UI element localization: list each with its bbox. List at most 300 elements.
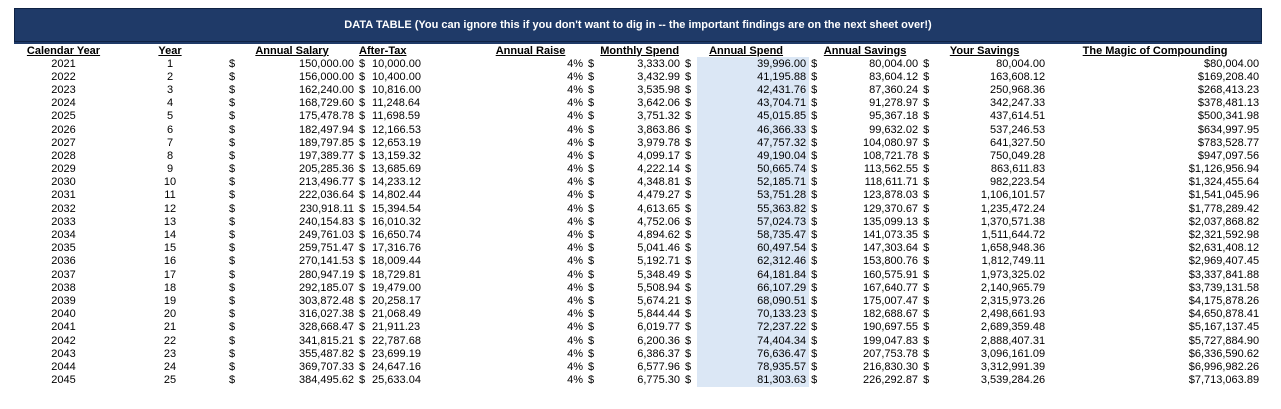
your-savings-currency[interactable]: $ bbox=[923, 70, 930, 83]
annual-raise-cell[interactable]: 4% bbox=[567, 281, 584, 294]
annual-salary-cell[interactable]: 168,729.60 bbox=[298, 97, 355, 110]
year-cell[interactable]: 6 bbox=[166, 123, 174, 136]
compounding-cell[interactable]: $7,713,063.89 bbox=[1188, 374, 1260, 387]
your-savings-cell[interactable]: 437,614.51 bbox=[990, 110, 1046, 123]
compounding-cell[interactable]: $783,528.77 bbox=[1197, 136, 1260, 149]
annual-spend-currency[interactable]: $ bbox=[685, 229, 692, 242]
annual-savings-currency[interactable]: $ bbox=[811, 268, 818, 281]
annual-savings-cell[interactable]: 167,640.77 bbox=[863, 281, 919, 294]
your-savings-currency[interactable]: $ bbox=[923, 149, 930, 162]
compounding-cell[interactable]: $5,167,137.45 bbox=[1188, 321, 1260, 334]
after-tax-cell[interactable]: 24,647.16 bbox=[372, 360, 421, 373]
annual-raise-cell[interactable]: 4% bbox=[567, 57, 584, 70]
your-savings-currency[interactable]: $ bbox=[923, 123, 930, 136]
annual-spend-cell[interactable]: 46,366.33 bbox=[697, 123, 809, 136]
header-annual-salary[interactable]: Annual Salary bbox=[227, 43, 357, 57]
after-tax-currency[interactable]: $ bbox=[359, 308, 366, 321]
your-savings-cell[interactable]: 250,968.36 bbox=[990, 83, 1046, 96]
annual-salary-cell[interactable]: 162,240.00 bbox=[298, 83, 355, 96]
calendar-year-cell[interactable]: 2025 bbox=[51, 110, 76, 123]
salary-currency[interactable]: $ bbox=[229, 347, 236, 360]
annual-savings-cell[interactable]: 190,697.55 bbox=[863, 321, 919, 334]
after-tax-cell[interactable]: 14,233.12 bbox=[372, 176, 421, 189]
annual-spend-cell[interactable]: 58,735.47 bbox=[697, 228, 809, 241]
year-cell[interactable]: 21 bbox=[163, 321, 177, 334]
your-savings-cell[interactable]: 863,611.83 bbox=[990, 163, 1046, 176]
annual-savings-cell[interactable]: 123,878.03 bbox=[863, 189, 919, 202]
annual-salary-cell[interactable]: 150,000.00 bbox=[298, 57, 355, 70]
annual-spend-cell[interactable]: 52,185.71 bbox=[697, 176, 809, 189]
annual-savings-currency[interactable]: $ bbox=[811, 189, 818, 202]
monthly-currency[interactable]: $ bbox=[588, 149, 595, 162]
calendar-year-cell[interactable]: 2039 bbox=[51, 294, 76, 307]
compounding-cell[interactable]: $268,413.23 bbox=[1197, 83, 1260, 96]
after-tax-cell[interactable]: 23,699.19 bbox=[372, 347, 421, 360]
after-tax-cell[interactable]: 13,159.32 bbox=[372, 149, 421, 162]
annual-savings-cell[interactable]: 207,753.78 bbox=[863, 347, 919, 360]
your-savings-cell[interactable]: 2,140,965.79 bbox=[980, 281, 1046, 294]
annual-savings-currency[interactable]: $ bbox=[811, 176, 818, 189]
annual-savings-currency[interactable]: $ bbox=[811, 57, 818, 70]
compounding-cell[interactable]: $6,336,590.62 bbox=[1188, 347, 1260, 360]
compounding-cell[interactable]: $2,321,592.98 bbox=[1188, 229, 1260, 242]
monthly-currency[interactable]: $ bbox=[588, 242, 595, 255]
your-savings-cell[interactable]: 3,539,284.26 bbox=[980, 374, 1046, 387]
monthly-spend-cell[interactable]: 3,333.00 bbox=[637, 57, 681, 70]
compounding-cell[interactable]: $3,337,841.88 bbox=[1188, 268, 1260, 281]
calendar-year-cell[interactable]: 2030 bbox=[51, 176, 76, 189]
annual-spend-cell[interactable]: 78,935.57 bbox=[697, 360, 809, 373]
annual-spend-cell[interactable]: 57,024.73 bbox=[697, 215, 809, 228]
annual-salary-cell[interactable]: 156,000.00 bbox=[298, 70, 355, 83]
after-tax-currency[interactable]: $ bbox=[359, 149, 366, 162]
annual-spend-currency[interactable]: $ bbox=[685, 268, 692, 281]
annual-spend-currency[interactable]: $ bbox=[685, 57, 692, 70]
annual-raise-cell[interactable]: 4% bbox=[567, 215, 584, 228]
your-savings-cell[interactable]: 163,608.12 bbox=[990, 70, 1046, 83]
salary-currency[interactable]: $ bbox=[229, 294, 236, 307]
annual-salary-cell[interactable]: 280,947.19 bbox=[298, 268, 355, 281]
monthly-currency[interactable]: $ bbox=[588, 97, 595, 110]
annual-salary-cell[interactable]: 240,154.83 bbox=[298, 215, 355, 228]
annual-salary-cell[interactable]: 303,872.48 bbox=[298, 294, 355, 307]
annual-spend-cell[interactable]: 47,757.32 bbox=[697, 136, 809, 149]
after-tax-currency[interactable]: $ bbox=[359, 281, 366, 294]
monthly-spend-cell[interactable]: 5,192.71 bbox=[637, 255, 681, 268]
annual-spend-cell[interactable]: 72,237.22 bbox=[697, 321, 809, 334]
salary-currency[interactable]: $ bbox=[229, 123, 236, 136]
after-tax-cell[interactable]: 17,316.76 bbox=[372, 242, 421, 255]
header-magic-of-compounding[interactable]: The Magic of Compounding bbox=[1048, 43, 1262, 57]
annual-salary-cell[interactable]: 316,027.38 bbox=[298, 308, 355, 321]
compounding-cell[interactable]: $500,341.98 bbox=[1197, 110, 1260, 123]
after-tax-currency[interactable]: $ bbox=[359, 215, 366, 228]
monthly-currency[interactable]: $ bbox=[588, 123, 595, 136]
monthly-spend-cell[interactable]: 3,642.06 bbox=[637, 97, 681, 110]
monthly-spend-cell[interactable]: 3,863.86 bbox=[637, 123, 681, 136]
calendar-year-cell[interactable]: 2028 bbox=[51, 149, 76, 162]
after-tax-currency[interactable]: $ bbox=[359, 97, 366, 110]
salary-currency[interactable]: $ bbox=[229, 189, 236, 202]
monthly-spend-cell[interactable]: 6,577.96 bbox=[637, 360, 681, 373]
your-savings-currency[interactable]: $ bbox=[923, 57, 930, 70]
year-cell[interactable]: 18 bbox=[163, 281, 177, 294]
your-savings-cell[interactable]: 1,370,571.38 bbox=[980, 215, 1046, 228]
your-savings-cell[interactable]: 2,689,359.48 bbox=[980, 321, 1046, 334]
annual-savings-cell[interactable]: 108,721.78 bbox=[863, 149, 919, 162]
after-tax-cell[interactable]: 12,166.53 bbox=[372, 123, 421, 136]
your-savings-currency[interactable]: $ bbox=[923, 136, 930, 149]
monthly-currency[interactable]: $ bbox=[588, 268, 595, 281]
annual-spend-cell[interactable]: 74,404.34 bbox=[697, 334, 809, 347]
after-tax-currency[interactable]: $ bbox=[359, 294, 366, 307]
annual-spend-currency[interactable]: $ bbox=[685, 70, 692, 83]
annual-savings-cell[interactable]: 199,047.83 bbox=[863, 334, 919, 347]
year-cell[interactable]: 15 bbox=[163, 242, 177, 255]
annual-raise-cell[interactable]: 4% bbox=[567, 149, 584, 162]
header-annual-spend[interactable]: Annual Spend bbox=[683, 43, 809, 57]
year-cell[interactable]: 24 bbox=[163, 360, 177, 373]
your-savings-cell[interactable]: 342,247.33 bbox=[990, 97, 1046, 110]
calendar-year-cell[interactable]: 2042 bbox=[51, 334, 76, 347]
annual-savings-cell[interactable]: 160,575.91 bbox=[863, 268, 919, 281]
monthly-currency[interactable]: $ bbox=[588, 360, 595, 373]
salary-currency[interactable]: $ bbox=[229, 97, 236, 110]
annual-savings-currency[interactable]: $ bbox=[811, 136, 818, 149]
annual-spend-cell[interactable]: 66,107.29 bbox=[697, 281, 809, 294]
after-tax-currency[interactable]: $ bbox=[359, 202, 366, 215]
annual-savings-currency[interactable]: $ bbox=[811, 123, 818, 136]
annual-spend-currency[interactable]: $ bbox=[685, 97, 692, 110]
salary-currency[interactable]: $ bbox=[229, 149, 236, 162]
annual-raise-cell[interactable]: 4% bbox=[567, 374, 584, 387]
annual-spend-currency[interactable]: $ bbox=[685, 136, 692, 149]
your-savings-currency[interactable]: $ bbox=[923, 83, 930, 96]
annual-savings-currency[interactable]: $ bbox=[811, 308, 818, 321]
compounding-cell[interactable]: $4,175,878.26 bbox=[1188, 294, 1260, 307]
year-cell[interactable]: 10 bbox=[163, 176, 177, 189]
annual-spend-cell[interactable]: 50,665.74 bbox=[697, 163, 809, 176]
calendar-year-cell[interactable]: 2031 bbox=[51, 189, 76, 202]
monthly-currency[interactable]: $ bbox=[588, 110, 595, 123]
after-tax-cell[interactable]: 20,258.17 bbox=[372, 294, 421, 307]
annual-spend-currency[interactable]: $ bbox=[685, 149, 692, 162]
annual-savings-currency[interactable]: $ bbox=[811, 281, 818, 294]
calendar-year-cell[interactable]: 2022 bbox=[51, 70, 76, 83]
your-savings-currency[interactable]: $ bbox=[923, 97, 930, 110]
annual-raise-cell[interactable]: 4% bbox=[567, 189, 584, 202]
annual-raise-cell[interactable]: 4% bbox=[567, 347, 584, 360]
your-savings-cell[interactable]: 3,096,161.09 bbox=[980, 347, 1046, 360]
monthly-spend-cell[interactable]: 6,019.77 bbox=[637, 321, 681, 334]
annual-raise-cell[interactable]: 4% bbox=[567, 97, 584, 110]
annual-spend-cell[interactable]: 76,636.47 bbox=[697, 347, 809, 360]
after-tax-cell[interactable]: 10,816.00 bbox=[372, 83, 421, 96]
header-annual-raise[interactable]: Annual Raise bbox=[475, 43, 586, 57]
year-cell[interactable]: 3 bbox=[166, 83, 174, 96]
annual-salary-cell[interactable]: 222,036.64 bbox=[298, 189, 355, 202]
annual-salary-cell[interactable]: 175,478.78 bbox=[298, 110, 355, 123]
calendar-year-cell[interactable]: 2032 bbox=[51, 202, 76, 215]
annual-savings-cell[interactable]: 216,830.30 bbox=[863, 360, 919, 373]
annual-savings-cell[interactable]: 226,292.87 bbox=[863, 374, 919, 387]
annual-raise-cell[interactable]: 4% bbox=[567, 229, 584, 242]
annual-salary-cell[interactable]: 384,495.62 bbox=[298, 374, 355, 387]
annual-savings-currency[interactable]: $ bbox=[811, 294, 818, 307]
your-savings-currency[interactable]: $ bbox=[923, 202, 930, 215]
after-tax-cell[interactable]: 10,400.00 bbox=[372, 70, 421, 83]
salary-currency[interactable]: $ bbox=[229, 70, 236, 83]
annual-spend-cell[interactable]: 42,431.76 bbox=[697, 83, 809, 96]
annual-savings-cell[interactable]: 95,367.18 bbox=[869, 110, 919, 123]
annual-salary-cell[interactable]: 197,389.77 bbox=[298, 149, 355, 162]
salary-currency[interactable]: $ bbox=[229, 242, 236, 255]
annual-raise-cell[interactable]: 4% bbox=[567, 163, 584, 176]
compounding-cell[interactable]: $947,097.56 bbox=[1197, 149, 1260, 162]
your-savings-cell[interactable]: 2,888,407.31 bbox=[980, 334, 1046, 347]
calendar-year-cell[interactable]: 2045 bbox=[51, 374, 76, 387]
year-cell[interactable]: 5 bbox=[166, 110, 174, 123]
your-savings-currency[interactable]: $ bbox=[923, 189, 930, 202]
annual-spend-cell[interactable]: 70,133.23 bbox=[697, 308, 809, 321]
annual-spend-currency[interactable]: $ bbox=[685, 83, 692, 96]
compounding-cell[interactable]: $80,004.00 bbox=[1204, 57, 1260, 70]
monthly-currency[interactable]: $ bbox=[588, 281, 595, 294]
annual-savings-cell[interactable]: 141,073.35 bbox=[863, 229, 919, 242]
your-savings-currency[interactable]: $ bbox=[923, 321, 930, 334]
annual-spend-currency[interactable]: $ bbox=[685, 308, 692, 321]
calendar-year-cell[interactable]: 2044 bbox=[51, 360, 76, 373]
annual-savings-currency[interactable]: $ bbox=[811, 202, 818, 215]
annual-raise-cell[interactable]: 4% bbox=[567, 255, 584, 268]
your-savings-cell[interactable]: 1,658,948.36 bbox=[980, 242, 1046, 255]
your-savings-cell[interactable]: 1,973,325.02 bbox=[980, 268, 1046, 281]
your-savings-currency[interactable]: $ bbox=[923, 163, 930, 176]
annual-salary-cell[interactable]: 189,797.85 bbox=[298, 136, 355, 149]
calendar-year-cell[interactable]: 2024 bbox=[51, 97, 76, 110]
annual-spend-cell[interactable]: 55,363.82 bbox=[697, 202, 809, 215]
annual-spend-currency[interactable]: $ bbox=[685, 321, 692, 334]
calendar-year-cell[interactable]: 2027 bbox=[51, 136, 76, 149]
salary-currency[interactable]: $ bbox=[229, 176, 236, 189]
after-tax-currency[interactable]: $ bbox=[359, 374, 366, 387]
monthly-spend-cell[interactable]: 6,200.36 bbox=[637, 334, 681, 347]
year-cell[interactable]: 2 bbox=[166, 70, 174, 83]
after-tax-cell[interactable]: 11,698.59 bbox=[372, 110, 421, 123]
after-tax-currency[interactable]: $ bbox=[359, 242, 366, 255]
annual-salary-cell[interactable]: 259,751.47 bbox=[298, 242, 355, 255]
after-tax-cell[interactable]: 12,653.19 bbox=[372, 136, 421, 149]
compounding-cell[interactable]: $1,126,956.94 bbox=[1188, 163, 1260, 176]
monthly-spend-cell[interactable]: 3,535.98 bbox=[637, 83, 681, 96]
after-tax-cell[interactable]: 10,000.00 bbox=[372, 57, 421, 70]
annual-salary-cell[interactable]: 369,707.33 bbox=[298, 360, 355, 373]
your-savings-currency[interactable]: $ bbox=[923, 360, 930, 373]
annual-salary-cell[interactable]: 355,487.82 bbox=[298, 347, 355, 360]
annual-spend-cell[interactable]: 60,497.54 bbox=[697, 242, 809, 255]
your-savings-currency[interactable]: $ bbox=[923, 268, 930, 281]
annual-spend-cell[interactable]: 64,181.84 bbox=[697, 268, 809, 281]
year-cell[interactable]: 9 bbox=[166, 163, 174, 176]
salary-currency[interactable]: $ bbox=[229, 136, 236, 149]
after-tax-cell[interactable]: 21,911.23 bbox=[372, 321, 421, 334]
compounding-cell[interactable]: $169,208.40 bbox=[1197, 70, 1260, 83]
year-cell[interactable]: 11 bbox=[164, 189, 176, 202]
annual-spend-cell[interactable]: 45,015.85 bbox=[697, 110, 809, 123]
monthly-spend-cell[interactable]: 6,386.37 bbox=[637, 347, 681, 360]
salary-currency[interactable]: $ bbox=[229, 321, 236, 334]
annual-savings-currency[interactable]: $ bbox=[811, 255, 818, 268]
monthly-spend-cell[interactable]: 4,752.06 bbox=[637, 215, 681, 228]
calendar-year-cell[interactable]: 2041 bbox=[51, 321, 76, 334]
after-tax-currency[interactable]: $ bbox=[359, 176, 366, 189]
annual-savings-cell[interactable]: 182,688.67 bbox=[863, 308, 919, 321]
annual-savings-cell[interactable]: 135,099.13 bbox=[863, 215, 919, 228]
compounding-cell[interactable]: $1,324,455.64 bbox=[1188, 176, 1260, 189]
annual-savings-cell[interactable]: 147,303.64 bbox=[863, 242, 919, 255]
annual-savings-currency[interactable]: $ bbox=[811, 242, 818, 255]
annual-savings-currency[interactable]: $ bbox=[811, 215, 818, 228]
your-savings-cell[interactable]: 1,511,644.72 bbox=[981, 229, 1046, 242]
annual-savings-cell[interactable]: 175,007.47 bbox=[863, 294, 919, 307]
header-year[interactable]: Year bbox=[113, 43, 227, 57]
annual-raise-cell[interactable]: 4% bbox=[567, 334, 584, 347]
monthly-spend-cell[interactable]: 4,479.27 bbox=[637, 189, 681, 202]
annual-savings-cell[interactable]: 104,080.97 bbox=[863, 136, 919, 149]
after-tax-cell[interactable]: 19,479.00 bbox=[372, 281, 421, 294]
annual-savings-currency[interactable]: $ bbox=[811, 149, 818, 162]
monthly-currency[interactable]: $ bbox=[588, 334, 595, 347]
compounding-cell[interactable]: $2,969,407.45 bbox=[1188, 255, 1260, 268]
annual-salary-cell[interactable]: 182,497.94 bbox=[298, 123, 355, 136]
your-savings-cell[interactable]: 641,327.50 bbox=[990, 136, 1046, 149]
annual-spend-cell[interactable]: 39,996.00 bbox=[697, 57, 809, 70]
after-tax-currency[interactable]: $ bbox=[359, 268, 366, 281]
annual-raise-cell[interactable]: 4% bbox=[567, 110, 584, 123]
annual-raise-cell[interactable]: 4% bbox=[567, 123, 584, 136]
monthly-spend-cell[interactable]: 3,432.99 bbox=[637, 70, 681, 83]
your-savings-cell[interactable]: 1,812,749.11 bbox=[981, 255, 1046, 268]
your-savings-cell[interactable]: 2,315,973.26 bbox=[980, 294, 1046, 307]
salary-currency[interactable]: $ bbox=[229, 255, 236, 268]
annual-spend-cell[interactable]: 53,751.28 bbox=[697, 189, 809, 202]
calendar-year-cell[interactable]: 2021 bbox=[51, 57, 76, 70]
compounding-cell[interactable]: $1,541,045.96 bbox=[1188, 189, 1260, 202]
your-savings-currency[interactable]: $ bbox=[923, 242, 930, 255]
annual-raise-cell[interactable]: 4% bbox=[567, 294, 584, 307]
annual-raise-cell[interactable]: 4% bbox=[567, 321, 584, 334]
calendar-year-cell[interactable]: 2033 bbox=[51, 215, 76, 228]
annual-spend-currency[interactable]: $ bbox=[685, 374, 692, 387]
after-tax-cell[interactable]: 15,394.54 bbox=[372, 202, 421, 215]
after-tax-cell[interactable]: 16,650.74 bbox=[372, 229, 421, 242]
after-tax-cell[interactable]: 18,729.81 bbox=[372, 268, 421, 281]
after-tax-currency[interactable]: $ bbox=[359, 70, 366, 83]
compounding-cell[interactable]: $2,037,868.82 bbox=[1188, 215, 1260, 228]
your-savings-cell[interactable]: 3,312,991.39 bbox=[980, 360, 1046, 373]
calendar-year-cell[interactable]: 2043 bbox=[51, 347, 76, 360]
your-savings-currency[interactable]: $ bbox=[923, 229, 930, 242]
after-tax-currency[interactable]: $ bbox=[359, 360, 366, 373]
annual-savings-cell[interactable]: 80,004.00 bbox=[869, 57, 919, 70]
monthly-spend-cell[interactable]: 4,348.81 bbox=[637, 176, 681, 189]
your-savings-cell[interactable]: 2,498,661.93 bbox=[980, 308, 1046, 321]
calendar-year-cell[interactable]: 2026 bbox=[51, 123, 76, 136]
monthly-currency[interactable]: $ bbox=[588, 215, 595, 228]
calendar-year-cell[interactable]: 2023 bbox=[51, 83, 76, 96]
annual-raise-cell[interactable]: 4% bbox=[567, 360, 584, 373]
annual-savings-currency[interactable]: $ bbox=[811, 163, 818, 176]
salary-currency[interactable]: $ bbox=[229, 334, 236, 347]
header-calendar-year[interactable]: Calendar Year bbox=[14, 43, 113, 57]
annual-spend-cell[interactable]: 41,195.88 bbox=[697, 70, 809, 83]
year-cell[interactable]: 19 bbox=[163, 294, 177, 307]
annual-savings-cell[interactable]: 113,562.55 bbox=[863, 163, 919, 176]
monthly-currency[interactable]: $ bbox=[588, 294, 595, 307]
monthly-spend-cell[interactable]: 5,674.21 bbox=[637, 294, 681, 307]
calendar-year-cell[interactable]: 2035 bbox=[51, 242, 76, 255]
after-tax-currency[interactable]: $ bbox=[359, 347, 366, 360]
header-monthly-spend[interactable]: Monthly Spend bbox=[586, 43, 683, 57]
year-cell[interactable]: 7 bbox=[166, 136, 174, 149]
monthly-currency[interactable]: $ bbox=[588, 189, 595, 202]
annual-savings-cell[interactable]: 83,604.12 bbox=[869, 70, 919, 83]
salary-currency[interactable]: $ bbox=[229, 281, 236, 294]
after-tax-currency[interactable]: $ bbox=[359, 334, 366, 347]
monthly-spend-cell[interactable]: 5,844.44 bbox=[637, 308, 681, 321]
your-savings-currency[interactable]: $ bbox=[923, 110, 930, 123]
compounding-cell[interactable]: $634,997.95 bbox=[1197, 123, 1260, 136]
monthly-currency[interactable]: $ bbox=[588, 57, 595, 70]
annual-spend-currency[interactable]: $ bbox=[685, 215, 692, 228]
annual-salary-cell[interactable]: 249,761.03 bbox=[298, 229, 355, 242]
annual-spend-currency[interactable]: $ bbox=[685, 334, 692, 347]
salary-currency[interactable]: $ bbox=[229, 83, 236, 96]
annual-savings-currency[interactable]: $ bbox=[811, 374, 818, 387]
annual-savings-currency[interactable]: $ bbox=[811, 83, 818, 96]
monthly-spend-cell[interactable]: 5,348.49 bbox=[637, 268, 681, 281]
monthly-currency[interactable]: $ bbox=[588, 163, 595, 176]
after-tax-cell[interactable]: 18,009.44 bbox=[372, 255, 421, 268]
calendar-year-cell[interactable]: 2037 bbox=[51, 268, 76, 281]
salary-currency[interactable]: $ bbox=[229, 57, 236, 70]
monthly-currency[interactable]: $ bbox=[588, 83, 595, 96]
monthly-currency[interactable]: $ bbox=[588, 255, 595, 268]
annual-spend-currency[interactable]: $ bbox=[685, 347, 692, 360]
your-savings-cell[interactable]: 750,049.28 bbox=[990, 149, 1046, 162]
after-tax-cell[interactable]: 14,802.44 bbox=[372, 189, 421, 202]
monthly-spend-cell[interactable]: 4,099.17 bbox=[637, 149, 681, 162]
year-cell[interactable]: 20 bbox=[163, 308, 177, 321]
annual-savings-currency[interactable]: $ bbox=[811, 229, 818, 242]
annual-spend-cell[interactable]: 49,190.04 bbox=[697, 149, 809, 162]
after-tax-currency[interactable]: $ bbox=[359, 110, 366, 123]
calendar-year-cell[interactable]: 2036 bbox=[51, 255, 76, 268]
annual-salary-cell[interactable]: 230,918.11 bbox=[299, 202, 355, 215]
your-savings-cell[interactable]: 1,235,472.24 bbox=[980, 202, 1046, 215]
annual-savings-cell[interactable]: 91,278.97 bbox=[869, 97, 919, 110]
monthly-currency[interactable]: $ bbox=[588, 374, 595, 387]
your-savings-currency[interactable]: $ bbox=[923, 334, 930, 347]
your-savings-cell[interactable]: 80,004.00 bbox=[996, 57, 1046, 70]
monthly-spend-cell[interactable]: 4,613.65 bbox=[637, 202, 681, 215]
annual-savings-currency[interactable]: $ bbox=[811, 360, 818, 373]
salary-currency[interactable]: $ bbox=[229, 215, 236, 228]
monthly-currency[interactable]: $ bbox=[588, 70, 595, 83]
annual-spend-currency[interactable]: $ bbox=[685, 242, 692, 255]
after-tax-currency[interactable]: $ bbox=[359, 123, 366, 136]
after-tax-cell[interactable]: 11,248.64 bbox=[372, 97, 421, 110]
